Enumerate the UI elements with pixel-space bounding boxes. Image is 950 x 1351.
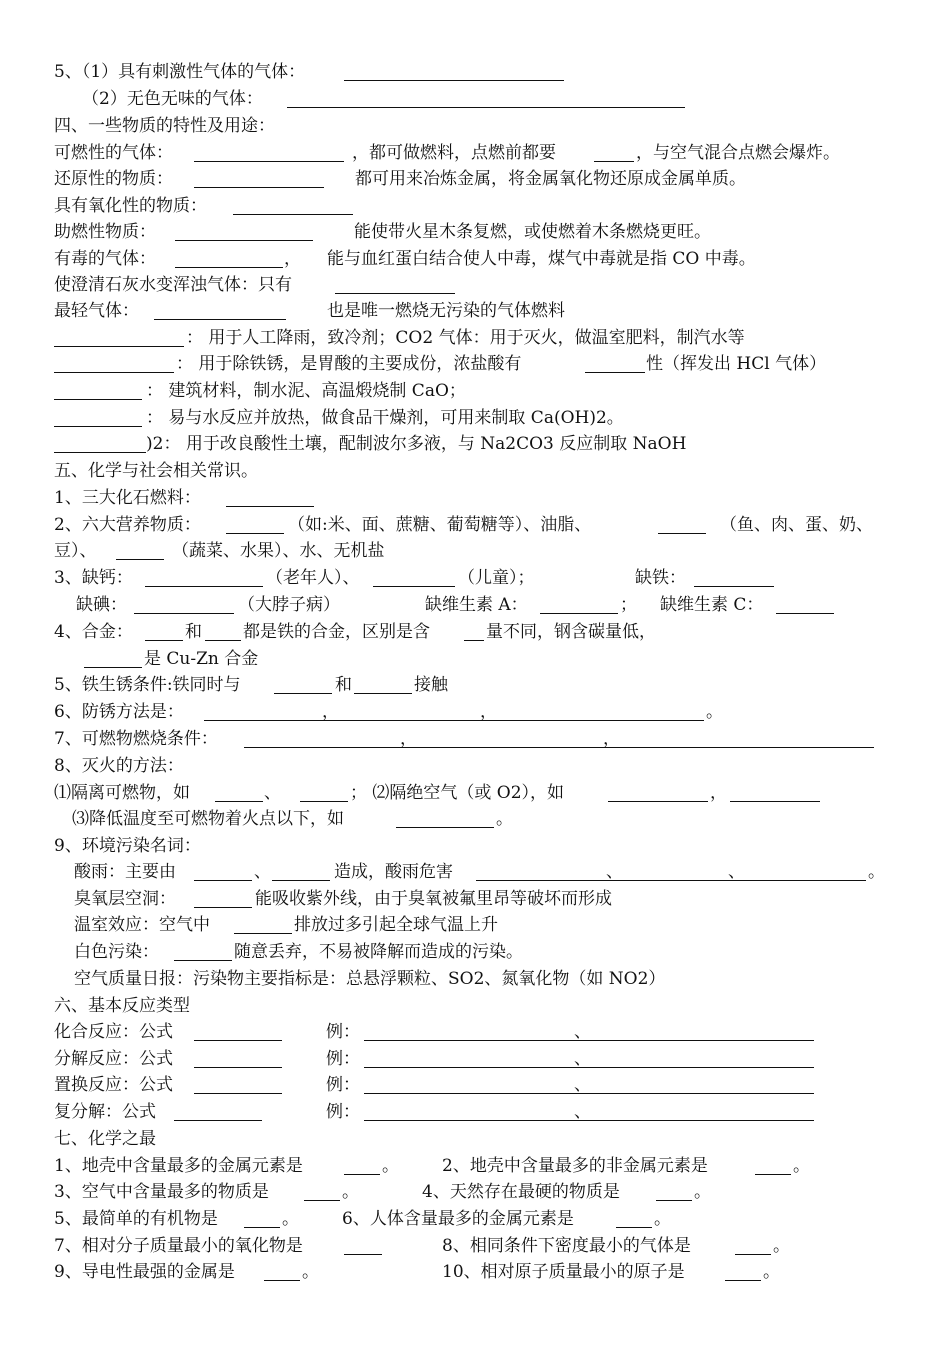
question-text: 4、合金：: [54, 622, 133, 642]
blank-field[interactable]: [145, 640, 183, 641]
body-text: 也是唯一燃烧无污染的气体燃料: [327, 301, 565, 321]
blank-field[interactable]: [656, 1200, 692, 1201]
body-text: 造成，酸雨危害: [334, 862, 453, 882]
blank-field[interactable]: [134, 613, 234, 614]
blank-field[interactable]: [194, 907, 252, 908]
blank-field[interactable]: [215, 801, 263, 802]
reaction-type-label: 复分解：公式: [54, 1102, 156, 1122]
blank-field[interactable]: [84, 667, 142, 668]
line-alloy: [0, 619, 950, 645]
body-text: 。: [382, 1156, 399, 1176]
body-text: ；: [620, 595, 637, 615]
blank-field[interactable]: [274, 693, 332, 694]
line-alloy-cont: [0, 646, 950, 672]
formula-blank[interactable]: [194, 1093, 282, 1094]
reaction-type-label: 分解反应：公式: [54, 1049, 173, 1069]
line-pollution: [0, 833, 950, 859]
body-text: ： 用于人工降雨，致冷剂；CO2 气体：用于灭火，做温室肥料，制汽水等: [186, 328, 745, 348]
body-text: 缺铁：: [635, 568, 686, 588]
blank-field[interactable]: [694, 586, 774, 587]
body-text: 。: [694, 1182, 711, 1202]
blank-field[interactable]: [594, 161, 634, 162]
blank-field[interactable]: [776, 613, 834, 614]
body-text: 缺碘：: [76, 595, 127, 615]
question-text: 1、三大化石燃料：: [54, 488, 201, 508]
body-text: 、: [254, 862, 271, 882]
question-text: 3、缺钙：: [54, 568, 133, 588]
blank-field[interactable]: [373, 586, 455, 587]
formula-blank[interactable]: [194, 1040, 282, 1041]
body-text: （蔬菜、水果）、水、无机盐: [172, 541, 385, 561]
blank-field[interactable]: [264, 1280, 300, 1281]
question-text: 9、导电性最强的金属是: [54, 1262, 235, 1282]
body-text: ，: [400, 729, 417, 749]
blank-field[interactable]: [175, 267, 283, 268]
question-text: 9、环境污染名词：: [54, 836, 201, 856]
section-heading: 四、一些物质的特性及用途：: [54, 116, 275, 136]
section-heading: 六、基本反应类型: [54, 996, 190, 1016]
body-text: ，: [480, 702, 497, 722]
blank-field[interactable]: [735, 1254, 771, 1255]
reaction-row: [0, 1099, 950, 1125]
body-text: 随意丢弃，不易被降解而造成的污染。: [234, 942, 523, 962]
line-slaked-lime: [0, 431, 950, 457]
body-text: 都可用来冶炼金属，将金属氧化物还原成金属单质。: [355, 169, 746, 189]
body-text: ： 建筑材料，制水泥、高温煅烧制 CaO；: [146, 381, 466, 401]
body-text: 量不同，钢含碳量低，: [486, 622, 656, 642]
blank-field[interactable]: [585, 372, 645, 373]
body-text: 。: [654, 1209, 671, 1229]
body-text: 都是铁的合金，区别是含: [243, 622, 430, 642]
question-text: 8、相同条件下密度最小的气体是: [442, 1236, 691, 1256]
body-text: 、: [728, 862, 745, 882]
body-text: 。: [706, 702, 723, 722]
body-text: 臭氧层空洞：: [74, 889, 176, 909]
reaction-row: [0, 1072, 950, 1098]
body-text: 。: [302, 1262, 319, 1282]
line-nutrients-cont: [0, 538, 950, 564]
blank-field[interactable]: [344, 1174, 380, 1175]
line-superlatives-2: [0, 1179, 950, 1205]
body-text: 。: [868, 862, 885, 882]
example-label: 例：: [326, 1102, 360, 1122]
question-text: 7、相对分子质量最小的氧化物是: [54, 1236, 303, 1256]
question-text: 2、六大营养物质：: [54, 515, 201, 535]
label-text: 具有氧化性的物质：: [54, 196, 207, 216]
body-text: 酸雨：主要由: [74, 862, 176, 882]
blank-field[interactable]: [175, 240, 313, 241]
body-text: 温室效应：空气中: [74, 915, 210, 935]
blank-field[interactable]: [476, 880, 866, 881]
body-text: 接触: [414, 675, 448, 695]
body-text: 能使带火星木条复燃，或使燃着木条燃烧更旺。: [354, 222, 711, 242]
body-text: 。: [342, 1182, 359, 1202]
line-combustion: [0, 726, 950, 752]
line-deficiency-2: [0, 592, 950, 618]
line-extinguish: [0, 753, 950, 779]
body-text: ，与空气混合点燃会爆炸。: [636, 143, 840, 163]
blank-field[interactable]: [194, 187, 324, 188]
line-extinguish-1: [0, 780, 950, 806]
body-text: （老年人）、: [266, 568, 360, 588]
body-text: 和: [335, 675, 352, 695]
question-text: 2、地壳中含量最多的非金属元素是: [442, 1156, 708, 1176]
blank-field[interactable]: [54, 399, 142, 400]
line-superlatives-1: [0, 1153, 950, 1179]
line-rust-prevention: [0, 699, 950, 725]
blank-field[interactable]: [244, 747, 874, 748]
body-text: 和: [185, 622, 202, 642]
blank-field[interactable]: [154, 319, 286, 320]
body-text: （鱼、肉、蛋、奶、: [720, 515, 873, 535]
blank-field[interactable]: [608, 801, 708, 802]
line-deficiency-1: [0, 565, 950, 591]
blank-field[interactable]: [233, 214, 353, 215]
body-text: 。: [763, 1262, 780, 1282]
blank-field[interactable]: [145, 586, 263, 587]
line-combustible: [0, 140, 950, 166]
blank-field[interactable]: [54, 452, 146, 453]
reaction-type-label: 化合反应：公式: [54, 1022, 173, 1042]
line-limestone: [0, 378, 950, 404]
blank-field[interactable]: [335, 293, 455, 294]
blank-field[interactable]: [658, 533, 706, 534]
section-heading: 五、化学与社会相关常识。: [54, 461, 258, 481]
line-rust: [0, 672, 950, 698]
body-text: 空气质量日报：污染物主要指标是：总悬浮颗粒、SO2、氮氧化物（如 NO2）: [74, 969, 666, 989]
question-text: 5、（1）具有刺激性气体的气体：: [54, 62, 306, 82]
body-text: 。: [793, 1156, 810, 1176]
label-text: 可燃性的气体：: [54, 143, 173, 163]
blank-field[interactable]: [226, 506, 314, 507]
body-text: 。: [773, 1236, 790, 1256]
body-text: 白色污染：: [74, 942, 159, 962]
blank-field[interactable]: [464, 640, 484, 641]
body-text: 是 Cu-Zn 合金: [144, 649, 259, 669]
section-4-title: [0, 113, 950, 139]
body-text: ⑶降低温度至可燃物着火点以下，如: [72, 809, 344, 829]
formula-blank[interactable]: [194, 1067, 282, 1068]
body-text: 。: [282, 1209, 299, 1229]
question-text: 8、灭火的方法：: [54, 756, 184, 776]
question-text: 5、铁生锈条件:铁同时与: [54, 675, 241, 695]
blank-field[interactable]: [244, 1227, 280, 1228]
blank-field[interactable]: [725, 1280, 761, 1281]
blank-field[interactable]: [272, 880, 330, 881]
body-text: 缺维生素 A：: [425, 595, 528, 615]
line-superlatives-5: [0, 1259, 950, 1285]
blank-field[interactable]: [540, 613, 618, 614]
line-air-quality: [0, 966, 950, 992]
blank-field[interactable]: [344, 1254, 382, 1255]
body-text: 豆）、: [54, 541, 97, 561]
blank-field[interactable]: [396, 827, 494, 828]
label-text: 有毒的气体：: [54, 249, 156, 269]
body-text: ，: [322, 702, 339, 722]
question-text: （2）无色无味的气体：: [82, 89, 263, 109]
line-extinguish-2: [0, 806, 950, 832]
question-text: 6、人体含量最多的金属元素是: [342, 1209, 574, 1229]
line-toxic: [0, 246, 950, 272]
formula-blank[interactable]: [174, 1120, 262, 1121]
body-text: （儿童）；: [458, 568, 535, 588]
question-text: 6、防锈方法是：: [54, 702, 184, 722]
line-limewater: [0, 272, 950, 298]
blank-field[interactable]: [616, 1227, 652, 1228]
blank-field[interactable]: [54, 372, 174, 373]
line-dry-ice: [0, 325, 950, 351]
body-text: 、: [606, 862, 623, 882]
blank-field[interactable]: [730, 801, 820, 802]
body-text: （如:米、面、蔗糖、葡萄糖等）、油脂、: [288, 515, 592, 535]
question-text: 4、天然存在最硬的物质是: [422, 1182, 620, 1202]
line-nutrients: [0, 512, 950, 538]
blank-field[interactable]: [174, 960, 232, 961]
separator: 、: [574, 1022, 591, 1042]
body-text: ： 易与水反应并放热，做食品干燥剂，可用来制取 Ca(OH)2。: [146, 408, 624, 428]
body-text: ； ⑵隔绝空气（或 O2），如: [350, 783, 565, 803]
line-reducing: [0, 166, 950, 192]
reaction-type-label: 置换反应：公式: [54, 1075, 173, 1095]
question-text: 7、可燃物燃烧条件：: [54, 729, 218, 749]
blank-field[interactable]: [205, 640, 241, 641]
blank-field[interactable]: [226, 533, 284, 534]
label-text: 助燃性物质：: [54, 222, 156, 242]
separator: 、: [574, 1049, 591, 1069]
example-label: 例：: [326, 1049, 360, 1069]
reaction-row: [0, 1019, 950, 1045]
line-quicklime: [0, 405, 950, 431]
blank-field[interactable]: [54, 426, 142, 427]
line-hydrochloric: [0, 351, 950, 377]
body-text: 使澄清石灰水变浑浊气体：只有: [54, 275, 292, 295]
blank-field[interactable]: [304, 1200, 340, 1201]
line-supporter: [0, 219, 950, 245]
blank-field[interactable]: [116, 559, 164, 560]
body-text: ，: [603, 729, 620, 749]
blank-field[interactable]: [344, 80, 564, 81]
body-text: 、: [264, 783, 281, 803]
body-text: ，: [710, 783, 727, 803]
body-text: ⑴隔离可燃物，如: [54, 783, 190, 803]
section-5-title: [0, 458, 950, 484]
line-ozone: [0, 886, 950, 912]
line-oxidizing: [0, 193, 950, 219]
body-text: )2： 用于改良酸性土壤，配制波尔多液，与 Na2CO3 反应制取 NaOH: [146, 434, 687, 454]
question-text: 5、最简单的有机物是: [54, 1209, 218, 1229]
blank-field[interactable]: [354, 693, 412, 694]
line-superlatives-4: [0, 1233, 950, 1259]
body-text: 缺维生素 C：: [660, 595, 764, 615]
blank-field[interactable]: [300, 801, 348, 802]
body-text: 排放过多引起全球气温上升: [294, 915, 498, 935]
example-label: 例：: [326, 1022, 360, 1042]
label-text: 最轻气体：: [54, 301, 139, 321]
body-text: （大脖子病）: [238, 595, 340, 615]
question-text: 1、地壳中含量最多的金属元素是: [54, 1156, 303, 1176]
blank-field[interactable]: [287, 107, 685, 108]
blank-field[interactable]: [194, 880, 252, 881]
line-white-pollution: [0, 939, 950, 965]
section-7-title: [0, 1126, 950, 1152]
body-text: 能吸收紫外线，由于臭氧被氟里昂等破坏而形成: [255, 889, 612, 909]
question-text: 10、相对原子质量最小的原子是: [442, 1262, 685, 1282]
body-text: ，: [284, 249, 301, 269]
question-text: 3、空气中含量最多的物质是: [54, 1182, 269, 1202]
body-text: ，都可做燃料，点燃前都要: [352, 143, 556, 163]
line-superlatives-3: [0, 1206, 950, 1232]
blank-field[interactable]: [194, 161, 344, 162]
line-colorless-gas: [0, 86, 950, 112]
body-text: 能与血红蛋白结合使人中毒，煤气中毒就是指 CO 中毒。: [327, 249, 756, 269]
blank-field[interactable]: [755, 1174, 791, 1175]
separator: 、: [574, 1102, 591, 1122]
section-heading: 七、化学之最: [54, 1129, 156, 1149]
body-text: ： 用于除铁锈，是胃酸的主要成份，浓盐酸有: [176, 354, 522, 374]
section-6-title: [0, 993, 950, 1019]
body-text: 性（挥发出 HCl 气体）: [646, 354, 827, 374]
body-text: 。: [496, 809, 513, 829]
blank-field[interactable]: [204, 720, 704, 721]
blank-field[interactable]: [234, 933, 292, 934]
line-pungent-gas: [0, 59, 950, 85]
example-label: 例：: [326, 1075, 360, 1095]
label-text: 还原性的物质：: [54, 169, 173, 189]
line-greenhouse: [0, 912, 950, 938]
reaction-row: [0, 1046, 950, 1072]
line-lightest: [0, 298, 950, 324]
line-acid-rain: [0, 859, 950, 885]
line-fossil-fuels: [0, 485, 950, 511]
separator: 、: [574, 1075, 591, 1095]
blank-field[interactable]: [54, 346, 184, 347]
